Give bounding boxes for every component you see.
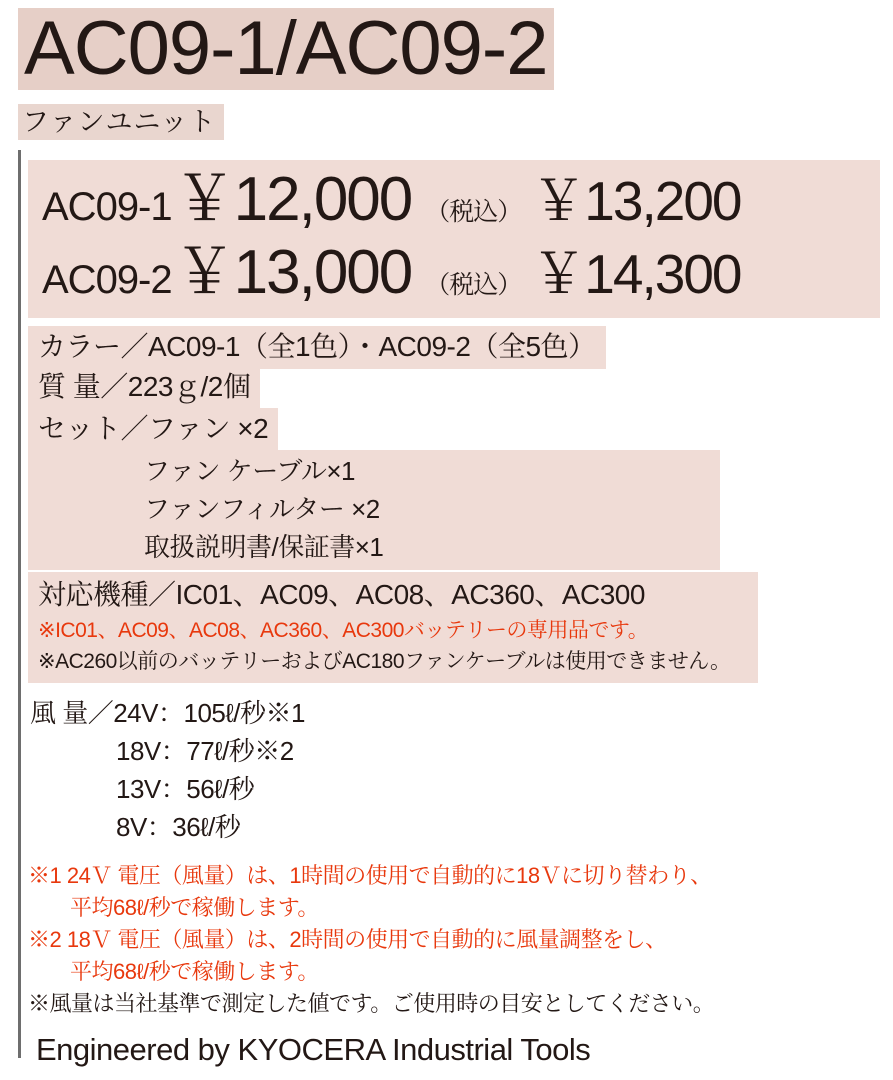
spec-set-items bbox=[28, 450, 720, 570]
compat-note-exclusive: ※IC01、AC09、AC08、AC360、AC300バッテリーの専用品です。 bbox=[38, 619, 649, 642]
compat-models: 対応機種／IC01、AC09、AC08、AC360、AC300 bbox=[38, 579, 645, 610]
notes-block bbox=[28, 860, 788, 1020]
note-2-line-1: ※2 18Ｖ 電圧（風量）は、2時間の使用で自動的に風量調整をし、 bbox=[28, 927, 667, 952]
price-code: AC09-2 bbox=[42, 258, 172, 302]
price-code: AC09-1 bbox=[42, 185, 172, 229]
airflow-18v: 18V：77ℓ/秒※2 bbox=[116, 736, 294, 766]
spec-set-label: セット／ファン ×2 bbox=[28, 408, 278, 451]
airflow-block bbox=[28, 694, 305, 846]
note-2-line-2: 平均68ℓ/秒で稼働します。 bbox=[70, 959, 319, 984]
compatibility-block bbox=[28, 572, 758, 683]
spec-weight-row bbox=[28, 366, 260, 409]
price-tax-included: ￥13,200 bbox=[531, 170, 741, 232]
price-amount: ￥12,000 bbox=[173, 165, 412, 234]
spec-color-text: カラー／AC09-1（全1色）・AC09-2（全5色） bbox=[28, 326, 606, 369]
note-1-line-1: ※1 24Ｖ 電圧（風量）は、1時間の使用で自動的に18Ｖに切り替わり、 bbox=[28, 863, 712, 888]
price-row bbox=[28, 165, 880, 235]
airflow-24v: 風 量／24V：105ℓ/秒※1 bbox=[30, 698, 305, 728]
spec-set-row bbox=[28, 408, 278, 451]
page-subtitle: ファンユニット bbox=[18, 104, 224, 140]
price-amount: ￥13,000 bbox=[173, 238, 412, 307]
price-tax-label: （税込） bbox=[425, 271, 522, 299]
price-tax-label: （税込） bbox=[425, 198, 522, 226]
note-3: ※風量は当社基準で測定した値です。ご使用時の目安としてください。 bbox=[28, 991, 715, 1016]
airflow-13v: 13V：56ℓ/秒 bbox=[116, 774, 255, 804]
set-item: ファンフィルター ×2 bbox=[144, 494, 380, 524]
footer-credit: Engineered by KYOCERA Industrial Tools bbox=[36, 1032, 591, 1067]
set-item: ファン ケーブル×1 bbox=[144, 456, 356, 486]
compat-note-unsupported: ※AC260以前のバッテリーおよびAC180ファンケーブルは使用できません。 bbox=[38, 650, 731, 673]
spec-weight-text: 質 量／223ｇ/2個 bbox=[28, 366, 260, 409]
airflow-8v: 8V：36ℓ/秒 bbox=[116, 812, 241, 842]
left-vertical-rule bbox=[18, 150, 21, 1058]
title-row bbox=[18, 8, 554, 90]
page-title: AC09-1/AC09-2 bbox=[18, 8, 554, 90]
note-1-line-2: 平均68ℓ/秒で稼働します。 bbox=[70, 895, 319, 920]
price-tax-included: ￥14,300 bbox=[531, 243, 741, 305]
price-block bbox=[28, 160, 880, 318]
set-item: 取扱説明書/保証書×1 bbox=[144, 532, 384, 562]
spec-color-row bbox=[28, 326, 606, 369]
price-row bbox=[28, 238, 880, 308]
